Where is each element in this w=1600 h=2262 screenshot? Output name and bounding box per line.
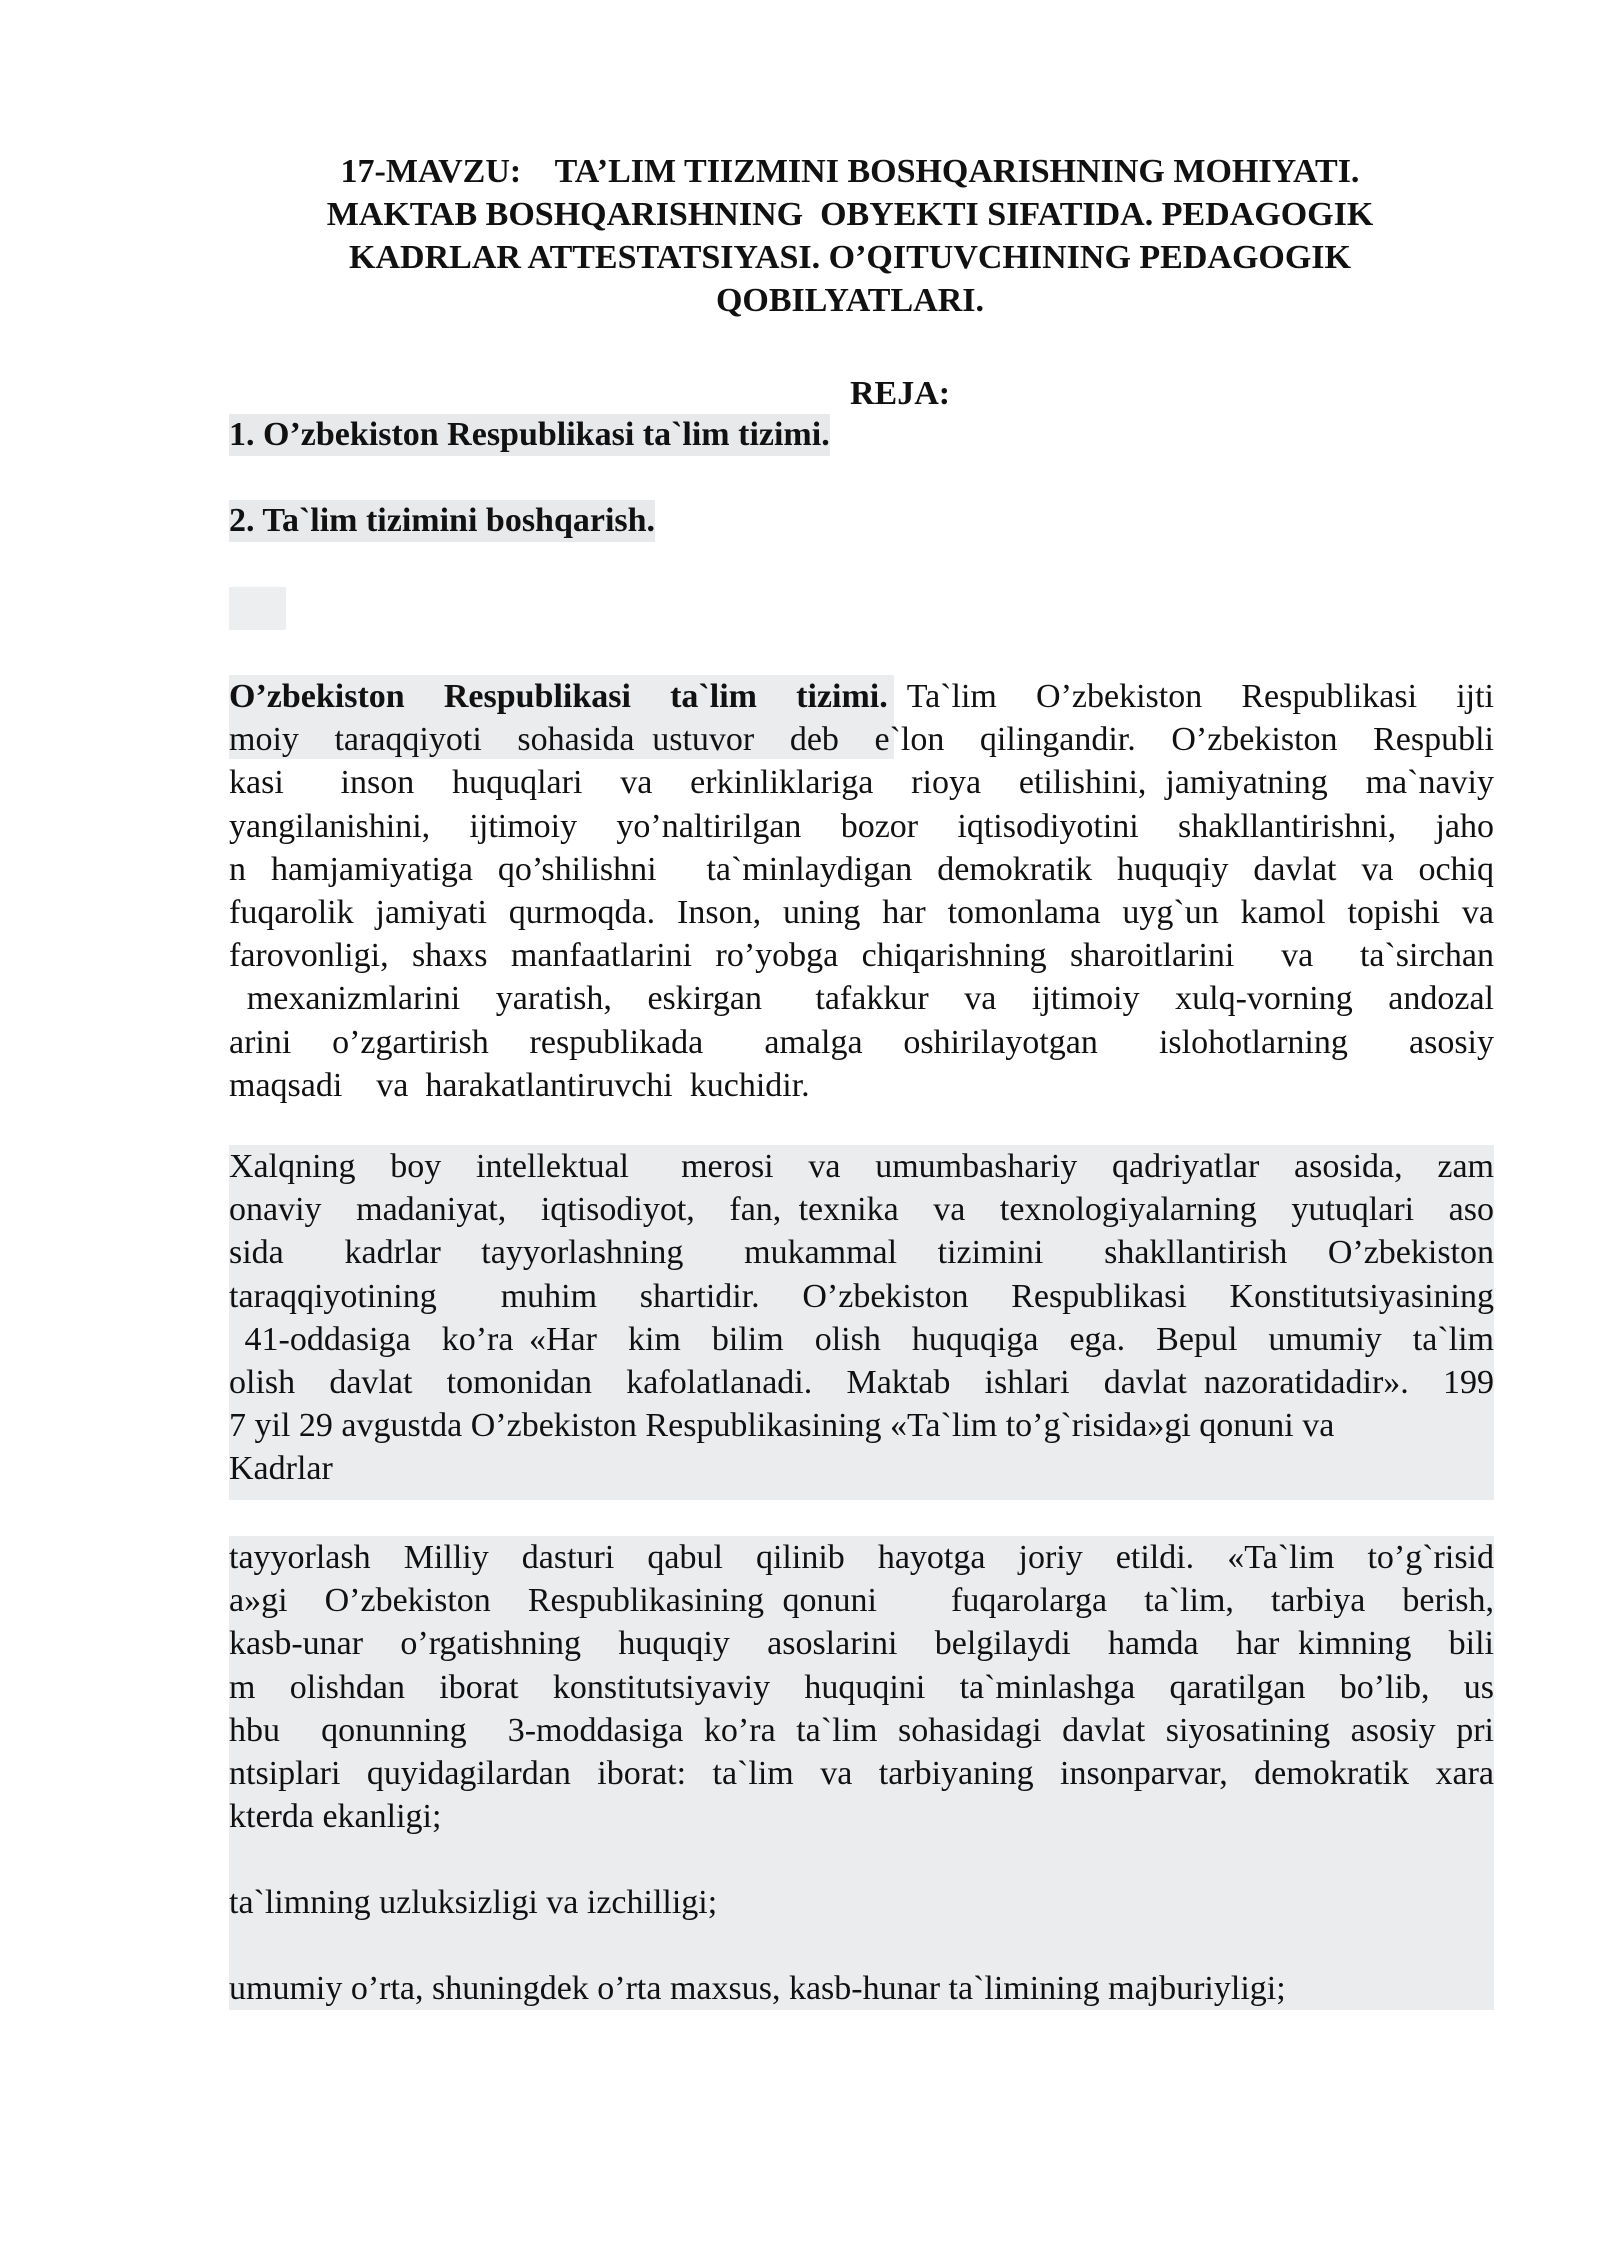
list-item-continuity: ta`limning uzluksizligi va izchilligi; (229, 1881, 1494, 1924)
paragraph-line: farovonligi, shaxs manfaatlarini ro’yobga chiqarishning sharoitlarini va ta`sirchan (229, 937, 1494, 975)
paragraph-line: moiy taraqqiyoti sohasida ustuvor deb e`lon qilingandir. O’zbekiston Respubli (229, 721, 1494, 759)
paragraph-line: kasi inson huquqlari va erkinliklariga rioya etilishini, jamiyatning ma`naviy (229, 764, 1494, 802)
paragraph-line: arini o’zgartirish respublikada amalga oshirilayotgan islohotlarning asosiy (229, 1023, 1494, 1061)
plan-item-2: 2. Ta`lim tizimini boshqarish. (229, 500, 655, 542)
paragraph-line-text: Ta`lim O’zbekiston Respublikasi ijti (887, 678, 1494, 715)
paragraph-2 (229, 1145, 1494, 1491)
paragraph-line (229, 675, 1494, 718)
title-line: 17-MAVZU: TA’LIM TIIZMINI BOSHQARISHNING MOHIYATI. (340, 153, 1360, 190)
document-title (250, 150, 1450, 322)
plan-item-1: 1. O’zbekiston Respublikasi ta`lim tizimi. (229, 414, 830, 456)
paragraph-line: yangilanishini, ijtimoiy yo’naltirilgan bozor iqtisodiyotini shakllantirishni, jaho (229, 807, 1494, 845)
paragraph-line: taraqqiyotining muhim shartidir. O’zbekiston Respublikasi Konstitutsiyasining (229, 1277, 1494, 1315)
paragraph-1 (229, 675, 1494, 1107)
title-line: MAKTAB BOSHQARISHNING OBYEKTI SIFATIDA. PEDAGOGIK (326, 196, 1374, 233)
paragraph-lead-heading: O’zbekiston Respublikasi ta`lim tizimi. (229, 678, 888, 715)
highlight-placeholder (229, 587, 286, 630)
paragraph-line: 41-oddasiga ko’ra «Har kim bilim olish huquqiga ega. Bepul umumiy ta`lim (229, 1320, 1494, 1358)
paragraph-line: tayyorlash Milliy dasturi qabul qilinib hayotga joriy etildi. «Ta`lim to’g`risid (229, 1539, 1494, 1576)
title-line: QOBILYATLARI. (715, 282, 984, 319)
paragraph-line: hbu qonunning 3-moddasiga ko’ra ta`lim sohasidagi davlat siyosatining asosiy pri (229, 1711, 1494, 1749)
paragraph-line: kasb-unar o’rgatishning huquqiy asoslarini belgilaydi hamda har kimning bili (229, 1625, 1494, 1663)
paragraph-line: onaviy madaniyat, iqtisodiyot, fan, texnika va texnologiyalarning yutuqlari aso (229, 1191, 1494, 1229)
paragraph-line: mexanizmlarini yaratish, eskirgan tafakkur va ijtimoiy xulq-vorning andozal (229, 980, 1494, 1018)
paragraph-line: a»gi O’zbekiston Respublikasining qonuni fuqarolarga ta`lim, tarbiya berish, (229, 1582, 1494, 1620)
list-item-compulsory: umumiy o’rta, shuningdek o’rta maxsus, kasb-hunar ta`limining majburiyligi; (229, 1967, 1494, 2010)
paragraph-line: Kadrlar (229, 1450, 333, 1488)
paragraph-line: 7 yil 29 avgustda O’zbekiston Respublikasining «Ta`lim to’g`risida»gi qonuni va (229, 1407, 1335, 1445)
paragraph-line: olish davlat tomonidan kafolatlanadi. Maktab ishlari davlat nazoratidadir». 199 (229, 1363, 1494, 1401)
title-line: KADRLAR ATTESTATSIYASI. O’QITUVCHINING PEDAGOGIK (349, 239, 1351, 276)
paragraph-line: Xalqning boy intellektual merosi va umumbashariy qadriyatlar asosida, zam (229, 1148, 1494, 1185)
paragraph-line: maqsadi va harakatlantiruvchi kuchidir. (229, 1066, 810, 1104)
paragraph-line: kterda ekanligi; (229, 1798, 442, 1836)
paragraph-line: n hamjamiyatiga qo’shilishni ta`minlaydigan demokratik huquqiy davlat va ochiq (229, 850, 1494, 888)
paragraph-3 (229, 1536, 1494, 1838)
plan-heading: REJA: (850, 375, 951, 412)
paragraph-line: ntsiplari quyidagilardan iborat: ta`lim va tarbiyaning insonparvar, demokratik xara (229, 1754, 1494, 1792)
paragraph-line: sida kadrlar tayyorlashning mukammal tizimini shakllantirish O’zbekiston (229, 1234, 1494, 1272)
paragraph-line: fuqarolik jamiyati qurmoqda. Inson, uning har tomonlama uyg`un kamol topishi va (229, 893, 1494, 931)
paragraph-line: m olishdan iborat konstitutsiyaviy huquqini ta`minlashga qaratilgan bo’lib, us (229, 1668, 1494, 1706)
